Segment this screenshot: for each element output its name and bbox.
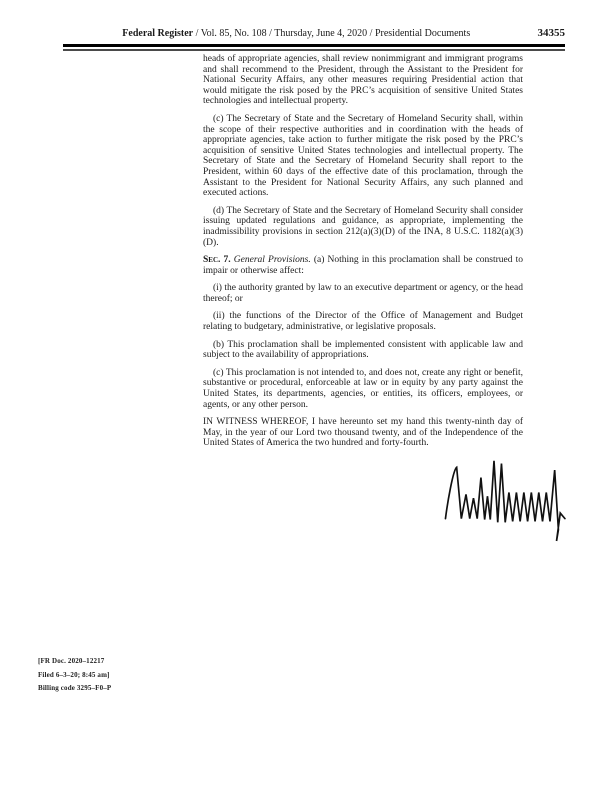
- filed-line: Filed 6–3–20; 8:45 am]: [38, 670, 110, 679]
- paragraph-sec7-ii: (ii) the functions of the Director of the Office of Management and Budget relating to budgetary, administrative, or legislative proposals.: [203, 311, 523, 333]
- presidential-signature: [438, 452, 578, 547]
- sec7-title: General Provisions.: [233, 255, 311, 266]
- header-rule: [63, 44, 565, 51]
- running-head: [63, 28, 530, 40]
- paragraph-sec7-i: (i) the authority granted by law to an executive department or agency, or the head thereof; or: [203, 283, 523, 304]
- paragraph-sec7-c: (c) This proclamation is not intended to, and does not, create any right or benefit, substantive or procedural, enforceable at law or in equity by any party against the United States, its departments, agencies, or entities, its officers, employees, or agents, or any other person.: [203, 367, 523, 410]
- sec7-rest: (a) Nothing in this proclamation shall be construed to impair or otherwise affect:: [203, 255, 524, 276]
- page-header: [63, 27, 565, 40]
- paragraph-sec6-c: (c) The Secretary of State and the Secretary of Homeland Security shall, within the scope of their respective authorities and in coordination with the heads of appropriate agencies, take action to further mitigate the risk posed by the PRC’s acquisition of sensitive United States technologies and intellectual property. The Secretary of State and the Secretary of Homeland Security shall report to the President, within 60 days of the effective date of this proclamation, through the Assistant to the President for National Security Affairs, any such planned and executed actions.: [203, 113, 523, 199]
- paragraph-sec7-b: (b) This proclamation shall be implemented consistent with applicable law and subject to the availability of appropriations.: [203, 339, 523, 361]
- filing-footer: [38, 655, 111, 696]
- paragraph-sec6-d: (d) The Secretary of State and the Secretary of Homeland Security shall consider issuing updated regulations and guidance, as appropriate, implementing the inadmissibility provisions in section 212(a)(3)(D) of the INA, 8 U.S.C. 1182(a)(3)(D).: [203, 205, 523, 248]
- sec7-label: Sec. 7.: [203, 255, 231, 266]
- issue-info: / Vol. 85, No. 108 / Thursday, June 4, 2020 / Presidential Documents: [195, 28, 471, 39]
- header-rule-thin: [63, 49, 565, 51]
- paragraph-sec7-intro: [203, 255, 523, 276]
- presidential-signature-icon: [438, 452, 578, 547]
- proclamation-text-column: [203, 54, 523, 449]
- paragraph-witness: IN WITNESS WHEREOF, I have hereunto set my hand this twenty-ninth day of May, in the year of our Lord two thousand twenty, and of the Independence of the United States of America the two hundred and forty-fourth.: [203, 417, 523, 449]
- paragraph-continuation: heads of appropriate agencies, shall review nonimmigrant and immigrant programs and shall recommend to the President, through the Assistant to the President for National Security Affairs, any other measures requiring Presidential action that would mitigate the risk posed by the PRC’s acquisition of sensitive United States technologies and intellectual property.: [203, 54, 523, 107]
- page-number: 34355: [537, 27, 565, 39]
- header-rule-thick: [63, 44, 565, 47]
- journal-title: Federal Register: [122, 28, 194, 39]
- fr-doc-line: [FR Doc. 2020–12217: [38, 657, 105, 665]
- billing-code-line: Billing code 3295–F0–P: [38, 684, 112, 692]
